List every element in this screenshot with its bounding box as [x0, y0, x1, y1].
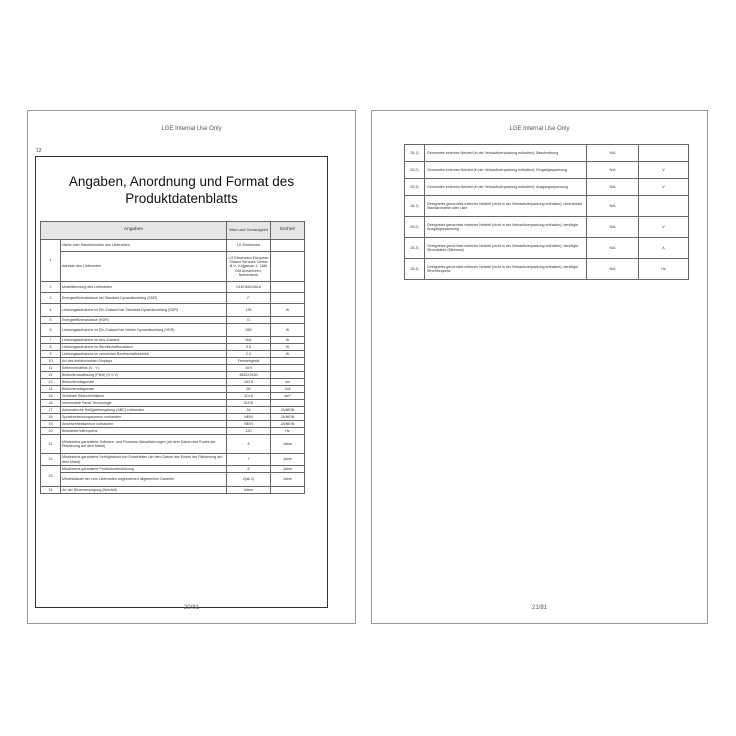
row-unit: Hz	[271, 428, 305, 435]
row-label: Geeignetes genormtes externes Netzteil (nicht in der Verkaufsverpackung enthalten); unterstützte Standardname oder Liste	[425, 196, 587, 217]
table-row	[41, 473, 305, 487]
table-row	[41, 337, 305, 344]
row-number: 1	[41, 240, 61, 282]
row-label: Mindestens garantierte Software- und Firmware-Aktualisierungen (ab dem Datum des Endes der Platzierung auf dem Markt)	[61, 435, 227, 454]
table-row	[405, 145, 689, 162]
row-value: LG Electronics European Shared Services Center B.V., Krijgsman 1, 1186 DM Amstelveen, Netherlands	[227, 252, 271, 282]
row-unit: W	[271, 324, 305, 337]
row-number: 14	[41, 386, 61, 393]
table-row	[41, 358, 305, 365]
row-label: Bildschirmauflösung (Pixel) (H X V)	[61, 372, 227, 379]
row-number: 10	[41, 358, 61, 365]
row-unit: V	[639, 162, 689, 179]
row-label: Sichtbare Bildschirmfläche	[61, 393, 227, 400]
row-value: OLED	[227, 400, 271, 407]
table-row	[41, 282, 305, 293]
page-number: 12	[36, 148, 42, 154]
table-row	[405, 179, 689, 196]
table-row	[405, 162, 689, 179]
row-value: Intern	[227, 487, 271, 494]
table-row	[41, 414, 305, 421]
table-row	[41, 304, 305, 317]
table-row	[41, 487, 305, 494]
row-value: 135	[227, 304, 271, 317]
row-value: Fernsehgerät	[227, 358, 271, 365]
row-number: 26.1)	[405, 196, 425, 217]
row-label: Bildschirmdiagonale	[61, 379, 227, 386]
row-value: 16:9	[227, 365, 271, 372]
row-number: 21	[41, 435, 61, 454]
row-value: 0.5	[227, 344, 271, 351]
row-unit: V	[639, 179, 689, 196]
row-label: Genormtes externes Netzteil (in der Verkaufsverpackung enthalten): Eingangsspannung	[425, 162, 587, 179]
row-unit: Jahre	[271, 454, 305, 466]
row-label: Mindestens garantierte Produktunterstützung	[61, 466, 227, 473]
row-value: 114.8	[227, 393, 271, 400]
row-label: Leistungsaufnahme im vernetzten Bereitschaftsbetrieb	[61, 351, 227, 358]
row-value: NEIN	[227, 421, 271, 428]
row-number: 17	[41, 407, 61, 414]
col-header-angaben: Angaben	[41, 222, 227, 240]
table-row	[41, 400, 305, 407]
row-value: 8	[227, 466, 271, 473]
table-row	[41, 407, 305, 414]
table-row	[41, 344, 305, 351]
row-unit: JA/NEIN	[271, 414, 305, 421]
row-label: Spracherkennungssensor vorhanden	[61, 414, 227, 421]
row-label: Anwesenheitssensor vorhanden	[61, 421, 227, 428]
row-unit: Jahre	[271, 473, 305, 487]
row-unit: A	[639, 238, 689, 259]
row-number: 11	[41, 365, 61, 372]
row-label: Leistungsaufnahme im Bereitschaftszustand	[61, 344, 227, 351]
row-number: 4	[41, 304, 61, 317]
row-number: 13	[41, 379, 61, 386]
table-row	[41, 466, 305, 473]
title-line-2: Produktdatenblatts	[125, 191, 238, 206]
row-label: Leistungsaufnahme im Ein-Zustand bei Standard-Dynamikumfang (SDR)	[61, 304, 227, 317]
row-unit	[271, 293, 305, 304]
row-unit: W	[271, 351, 305, 358]
row-number: 12	[41, 372, 61, 379]
row-label: Genormtes externes Netzteil (in der Verkaufsverpackung enthalten): Beschreibung	[425, 145, 587, 162]
row-unit: JA/NEIN	[271, 407, 305, 414]
table-row	[41, 393, 305, 400]
row-label: Art der Stromversorgung (Netzteil)	[61, 487, 227, 494]
row-unit: Jahre	[271, 466, 305, 473]
row-label: Genormtes externes Netzteil (in der Verkaufsverpackung enthalten): Ausgangsspannung	[425, 179, 587, 196]
table-row	[41, 428, 305, 435]
table-row	[41, 379, 305, 386]
row-unit: Zoll	[271, 386, 305, 393]
row-label: Name oder Handelsmarke des Lieferanten	[61, 240, 227, 252]
row-number: 24	[41, 487, 61, 494]
document-page-left	[27, 110, 356, 624]
row-unit	[271, 240, 305, 252]
table-row	[41, 421, 305, 428]
row-number: 23	[41, 466, 61, 487]
row-value: N/A	[587, 259, 639, 280]
table-header-row	[41, 222, 305, 240]
row-number: 26.4)	[405, 259, 425, 280]
row-value: N/A	[587, 179, 639, 196]
row-value: 3840X2160	[227, 372, 271, 379]
table-row	[41, 324, 305, 337]
row-number: 15	[41, 393, 61, 400]
row-label: Verwendete Panel-Technologie	[61, 400, 227, 407]
row-unit: W	[271, 344, 305, 351]
row-number: 25.2)	[405, 162, 425, 179]
col-header-wert: Wert und Genauigkeit	[227, 222, 271, 240]
table-row	[41, 372, 305, 379]
row-number: 8	[41, 344, 61, 351]
row-value: NEIN	[227, 414, 271, 421]
row-unit	[271, 372, 305, 379]
row-value: N/A	[587, 162, 639, 179]
page-header: LGE Internal Use Only	[161, 126, 222, 132]
row-unit	[271, 282, 305, 293]
table-row	[41, 317, 305, 324]
row-unit	[271, 487, 305, 494]
row-value: 163.9	[227, 379, 271, 386]
table-row	[405, 196, 689, 217]
row-label: Seitenverhältnis (X : Y)	[61, 365, 227, 372]
row-number: 9	[41, 351, 61, 358]
row-number: 25.3)	[405, 179, 425, 196]
row-value: 265	[227, 324, 271, 337]
row-value: JA	[227, 407, 271, 414]
row-label: Energieeffizienzklasse bei Standard-Dynamikumfang (SDR)	[61, 293, 227, 304]
datasheet-title	[36, 173, 327, 207]
row-label: Geeignetes genormtes externes Netzteil (nicht in der Verkaufsverpackung enthalten); benötigte Ausgangsspannung	[425, 217, 587, 238]
row-number: 3	[41, 293, 61, 304]
table-row	[41, 351, 305, 358]
datasheet-table-continued	[404, 144, 689, 280]
row-number: 19	[41, 421, 61, 428]
row-label: Bildschirmdiagonale	[61, 386, 227, 393]
row-label: Automatische Helligkeitsregelung (ABC) vorhanden	[61, 407, 227, 414]
row-unit	[639, 196, 689, 217]
row-value: 2.0	[227, 351, 271, 358]
row-value: N/A	[587, 196, 639, 217]
row-value: LG Electronics	[227, 240, 271, 252]
document-page-right	[371, 110, 708, 624]
col-header-einheit: Einheit	[271, 222, 305, 240]
row-label: Leistungsaufnahme im Ein-Zustand bei hohem Dynamikumfang (HDR)	[61, 324, 227, 337]
row-number: 22	[41, 454, 61, 466]
row-number: 18	[41, 414, 61, 421]
row-unit: W	[271, 337, 305, 344]
row-number: 7	[41, 337, 61, 344]
datasheet-table	[40, 221, 305, 494]
row-unit: Jahre	[271, 435, 305, 454]
row-unit: JA/NEIN	[271, 421, 305, 428]
row-label: Bildwiederholfrequenz	[61, 428, 227, 435]
row-number: 26.3)	[405, 238, 425, 259]
row-number: 20	[41, 428, 61, 435]
page-footer: 20/81	[183, 605, 199, 611]
row-number: 2	[41, 282, 61, 293]
title-line-1: Angaben, Anordnung und Format des	[68, 174, 295, 189]
row-label: Mindestens garantierte Verfügbarkeit von Ersatzteilen (ab dem Datum des Endes der Platzierung auf dem Markt)	[61, 454, 227, 466]
row-label: Art des elektronischen Displays	[61, 358, 227, 365]
row-value: G	[227, 317, 271, 324]
row-unit	[271, 358, 305, 365]
datasheet-scan	[35, 156, 328, 608]
table-row	[41, 454, 305, 466]
row-unit: V	[639, 217, 689, 238]
row-value: N/A	[587, 145, 639, 162]
table-row	[405, 259, 689, 280]
row-label: Modellkennung des Lieferanten	[61, 282, 227, 293]
row-value: 65	[227, 386, 271, 393]
row-value: 8	[227, 435, 271, 454]
row-unit: Hz	[639, 259, 689, 280]
row-value: 120	[227, 428, 271, 435]
row-unit	[271, 400, 305, 407]
row-unit	[271, 252, 305, 282]
row-value: N/A	[587, 238, 639, 259]
row-label: Adresse des Lieferanten	[61, 252, 227, 282]
table-row	[41, 240, 305, 252]
row-label: Leistungsaufnahme im Aus-Zustand	[61, 337, 227, 344]
row-number: 6	[41, 324, 61, 337]
row-number: 5	[41, 317, 61, 324]
table-row	[41, 365, 305, 372]
row-value: N/A	[227, 337, 271, 344]
table-row	[405, 238, 689, 259]
row-number: 26.2)	[405, 217, 425, 238]
table-row	[41, 252, 305, 282]
row-unit	[271, 317, 305, 324]
row-unit: cm	[271, 379, 305, 386]
row-unit	[639, 145, 689, 162]
table-row	[405, 217, 689, 238]
row-unit: W	[271, 304, 305, 317]
table-row	[41, 435, 305, 454]
row-value: 7	[227, 454, 271, 466]
row-label: Energieeffizienzklasse (HDR)	[61, 317, 227, 324]
row-value: 2(ab 1)	[227, 473, 271, 487]
row-unit	[271, 365, 305, 372]
page-footer: 21/81	[531, 605, 547, 611]
row-label: Geeignetes genormtes externes Netzteil (nicht in der Verkaufsverpackung enthalten); benötigte Stromstärke (Minimum)	[425, 238, 587, 259]
row-label: Mindestdauer der vom Lieferanten angebotenen allgemeinen Garantie	[61, 473, 227, 487]
row-label: Geeignetes genormtes externes Netzteil (nicht in der Verkaufsverpackung enthalten); benötigte Stromfrequenz	[425, 259, 587, 280]
row-number: 25.1)	[405, 145, 425, 162]
row-value: N/A	[587, 217, 639, 238]
row-unit: dm²	[271, 393, 305, 400]
table-row	[41, 293, 305, 304]
row-value: OLED65G48LA	[227, 282, 271, 293]
row-number: 16	[41, 400, 61, 407]
table-row	[41, 386, 305, 393]
row-value: F	[227, 293, 271, 304]
page-header: LGE Internal Use Only	[509, 126, 570, 132]
